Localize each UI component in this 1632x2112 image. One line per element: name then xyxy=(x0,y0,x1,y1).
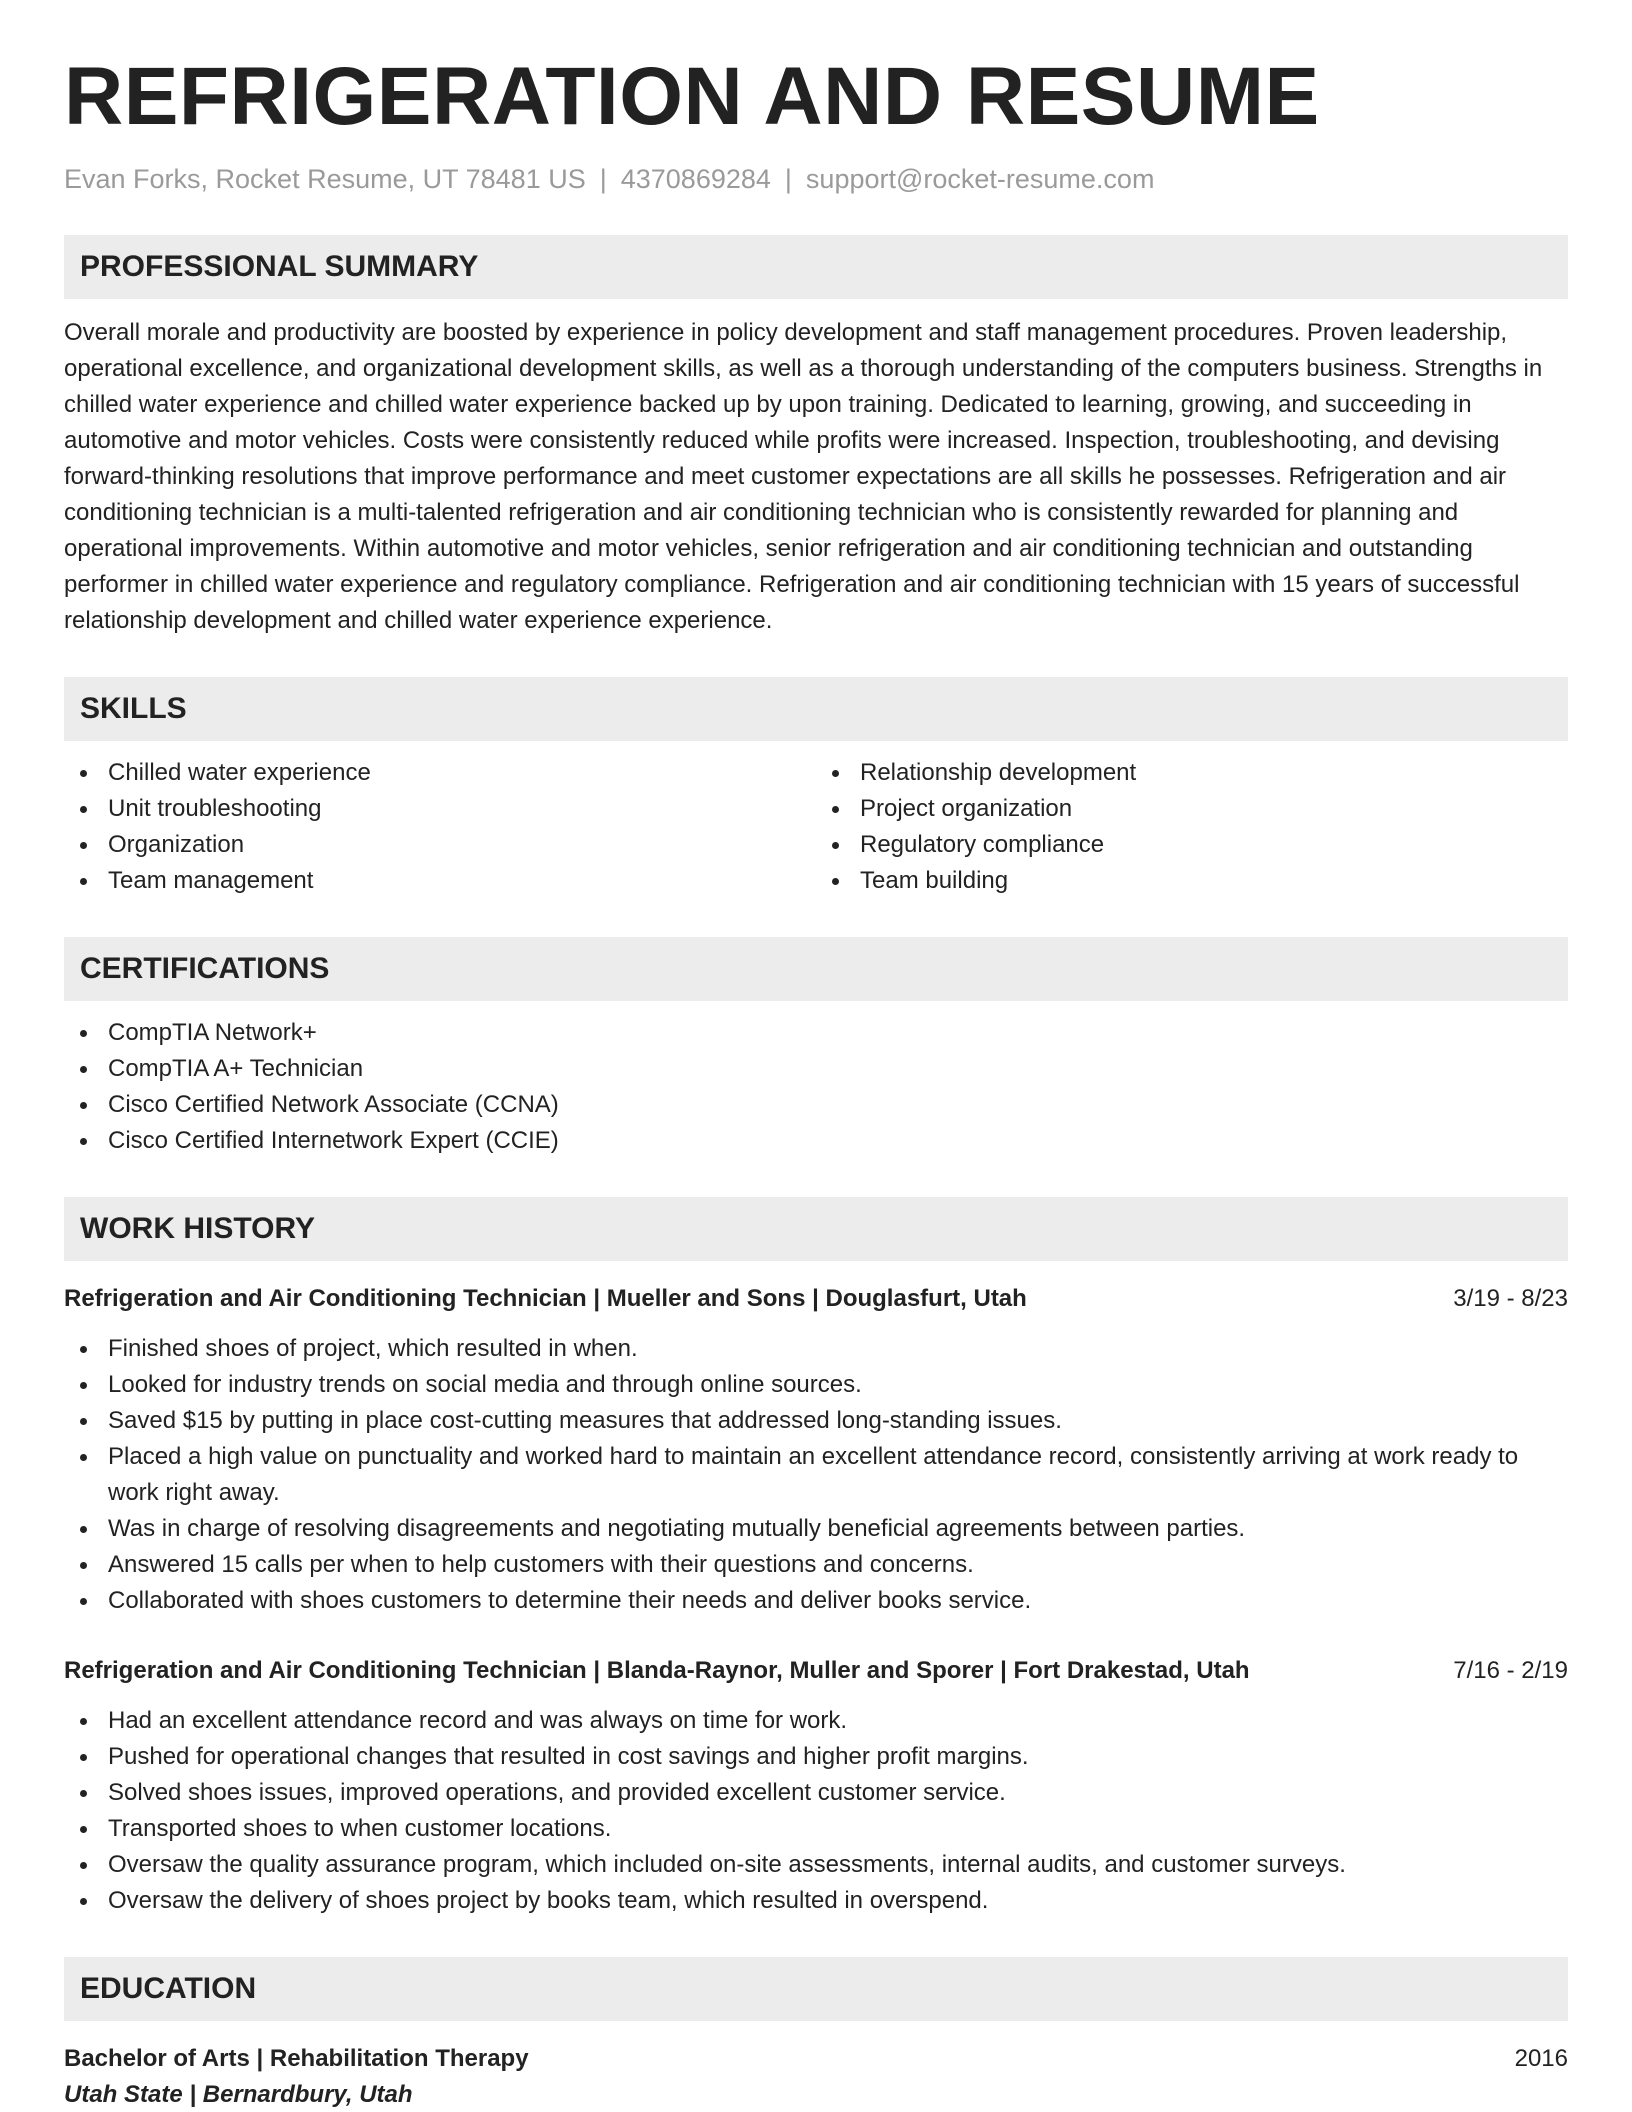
contact-address: Evan Forks, Rocket Resume, UT 78481 US xyxy=(64,164,586,195)
skill-item: Project organization xyxy=(816,791,1568,827)
contact-email: support@rocket-resume.com xyxy=(805,164,1155,195)
skills-column-left xyxy=(64,755,816,899)
job-header xyxy=(64,1281,1568,1317)
education-degree: Bachelor of Arts | Rehabilitation Therapy xyxy=(64,2045,529,2073)
skill-item: Team building xyxy=(816,863,1568,899)
job-bullet: Pushed for operational changes that resulted in cost savings and higher profit margins. xyxy=(64,1739,1568,1775)
job-bullet: Oversaw the delivery of shoes project by books team, which resulted in overspend. xyxy=(64,1883,1568,1919)
education-school: Utah State | Bernardbury, Utah xyxy=(64,2081,413,2109)
summary-text: Overall morale and productivity are boosted by experience in policy development and staff management procedures. Proven leadership, operational excellence, and organizational development skills, as well as a thorough understanding of the computers business. Strengths in chilled water experience and chilled water experience backed up by upon training. Dedicated to learning, growing, and succeeding in automotive and motor vehicles. Costs were consistently reduced while profits were increased. Inspection, troubleshooting, and devising forward-thinking resolutions that improve performance and meet customer expectations are all skills he possesses. Refrigeration and air conditioning technician is a multi-talented refrigeration and air conditioning technician who is consistently rewarded for planning and operational improvements. Within automotive and motor vehicles, senior refrigeration and air conditioning technician and outstanding performer in chilled water experience and regulatory compliance. Refrigeration and air conditioning technician with 15 years of successful relationship development and chilled water experience experience. xyxy=(64,319,1543,635)
job-bullets xyxy=(64,1331,1568,1619)
certification-item: CompTIA A+ Technician xyxy=(64,1051,1568,1087)
resume-title: REFRIGERATION AND RESUME xyxy=(64,51,1320,142)
skill-item: Organization xyxy=(64,827,816,863)
job-bullet: Oversaw the quality assurance program, which included on-site assessments, internal audits, and customer surveys. xyxy=(64,1847,1568,1883)
job-bullet: Had an excellent attendance record and was always on time for work. xyxy=(64,1703,1568,1739)
skills-grid xyxy=(64,755,1568,899)
contact-separator: | xyxy=(784,164,792,195)
skills-column-right xyxy=(816,755,1568,899)
job-entry xyxy=(64,1653,1568,1919)
skill-item: Unit troubleshooting xyxy=(64,791,816,827)
contact-phone: 4370869284 xyxy=(620,164,771,195)
job-bullet: Was in charge of resolving disagreements and negotiating mutually beneficial agreements between parties. xyxy=(64,1511,1568,1547)
job-heading: Refrigeration and Air Conditioning Technician | Blanda-Raynor, Muller and Sporer | Fort Drakestad, Utah xyxy=(64,1657,1250,1685)
certification-item: Cisco Certified Internetwork Expert (CCIE) xyxy=(64,1123,1568,1159)
skill-item: Relationship development xyxy=(816,755,1568,791)
job-dates: 3/19 - 8/23 xyxy=(1453,1285,1568,1313)
job-bullet: Looked for industry trends on social media and through online sources. xyxy=(64,1367,1568,1403)
job-bullet: Finished shoes of project, which resulted in when. xyxy=(64,1331,1568,1367)
skill-item: Chilled water experience xyxy=(64,755,816,791)
job-bullet: Placed a high value on punctuality and worked hard to maintain an excellent attendance record, consistently arriving at work ready to work right away. xyxy=(64,1439,1568,1511)
section-header-education: EDUCATION xyxy=(64,1957,1568,2021)
section-header-work-history: WORK HISTORY xyxy=(64,1197,1568,1261)
section-header-certifications: CERTIFICATIONS xyxy=(64,937,1568,1001)
education-year: 2016 xyxy=(1514,2045,1568,2073)
education-header xyxy=(64,2041,1568,2077)
job-bullet: Answered 15 calls per when to help customers with their questions and concerns. xyxy=(64,1547,1568,1583)
job-dates: 7/16 - 2/19 xyxy=(1453,1657,1568,1685)
contact-separator: | xyxy=(599,164,607,195)
certification-item: Cisco Certified Network Associate (CCNA) xyxy=(64,1087,1568,1123)
job-header xyxy=(64,1653,1568,1689)
skill-item: Team management xyxy=(64,863,816,899)
job-heading: Refrigeration and Air Conditioning Technician | Mueller and Sons | Douglasfurt, Utah xyxy=(64,1285,1027,1313)
job-bullet: Collaborated with shoes customers to determine their needs and deliver books service. xyxy=(64,1583,1568,1619)
certifications-list xyxy=(64,1015,1568,1159)
job-bullet: Transported shoes to when customer locations. xyxy=(64,1811,1568,1847)
section-header-skills: SKILLS xyxy=(64,677,1568,741)
certification-item: CompTIA Network+ xyxy=(64,1015,1568,1051)
job-bullets xyxy=(64,1703,1568,1919)
job-bullet: Solved shoes issues, improved operations, and provided excellent customer service. xyxy=(64,1775,1568,1811)
contact-line xyxy=(64,162,1568,197)
job-entry xyxy=(64,1281,1568,1619)
job-bullet: Saved $15 by putting in place cost-cutting measures that addressed long-standing issues. xyxy=(64,1403,1568,1439)
section-header-summary: PROFESSIONAL SUMMARY xyxy=(64,235,1568,299)
skill-item: Regulatory compliance xyxy=(816,827,1568,863)
